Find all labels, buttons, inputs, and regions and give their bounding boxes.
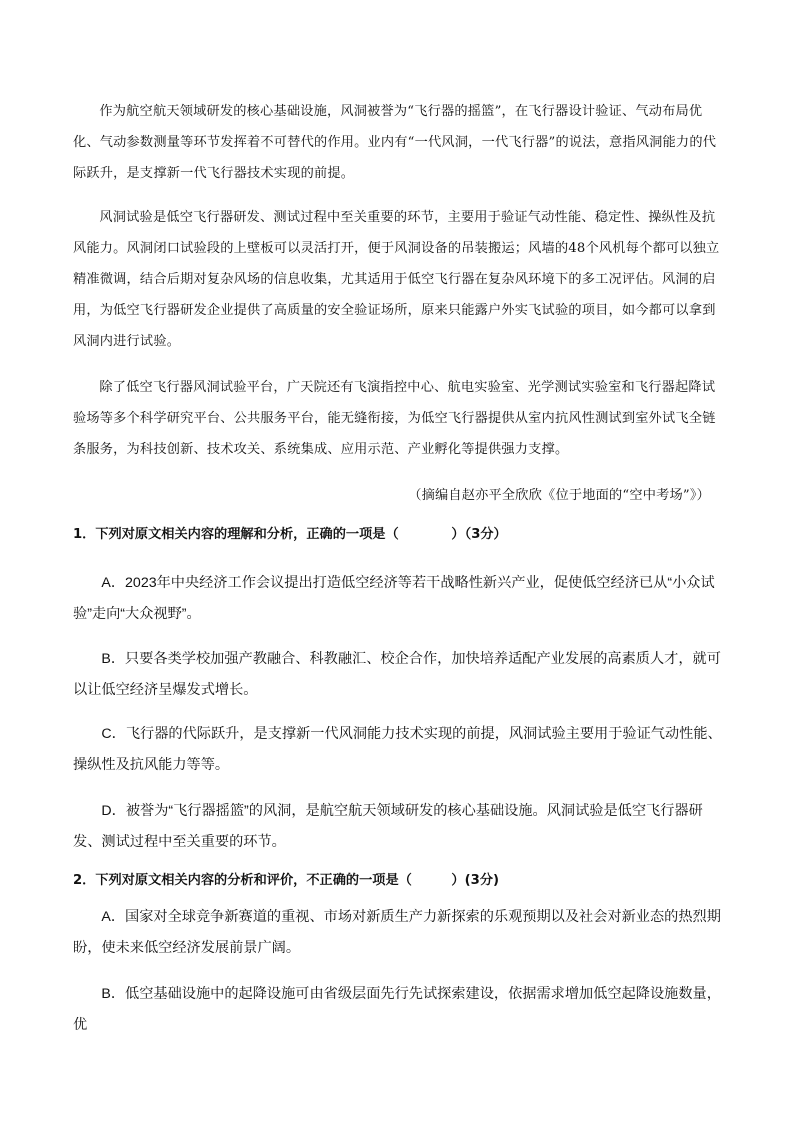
question-2-option-b: B．低空基础设施中的起降设施可由省级层面先行先试探索建设，依据需求增加低空起降设施数量，优 xyxy=(73,986,721,1033)
question-1-option-a: A．2023年中央经济工作会议提出打造低空经济等若干战略性新兴产业，促使低空经济已从“小众试验”走向“大众视野”。 xyxy=(73,575,715,622)
question-2-stem: 2．下列对原文相关内容的分析和评价，不正确的一项是（ ）(3分) xyxy=(73,873,500,888)
passage-paragraph-1: 作为航空航天领域研发的核心基础设施，风洞被誉为“飞行器的摇篮”，在飞行器设计验证、气动布局优化、气动参数测量等环节发挥着不可替代的作用。业内有“一代风洞，一代飞行器”的说法，意指风洞能力的代际跃升，是支撑新一代飞行器技术实现的前提。 xyxy=(73,104,717,181)
question-1-stem: 1．下列对原文相关内容的理解和分析，正确的一项是（ ）（3分） xyxy=(73,527,507,542)
question-1-option-b: B．只要各类学校加强产教融合、科教融汇、校企合作，加快培养适配产业发展的高素质人才，就可以让低空经济呈爆发式增长。 xyxy=(73,651,721,698)
passage-source: （摘编自赵亦平全欣欣《位于地面的“空中考场”》） xyxy=(408,488,710,503)
passage-paragraph-2: 风洞试验是低空飞行器研发、测试过程中至关重要的环节，主要用于验证气动性能、稳定性、操纵性及抗风能力。风洞闭口试验段的上壁板可以灵活打开，便于风洞设备的吊装搬运；风墙的48个风机每个都可以独立精准微调，结合后期对复杂风场的信息收集，尤其适用于低空飞行器在复杂风环境下的多工况评估。风洞的启用，为低空飞行器研发企业提供了高质量的安全验证场所，原来只能露户外实飞试验的项目，如今都可以拿到风洞内进行试验。 xyxy=(73,210,720,349)
question-1-option-c: C．飞行器的代际跃升，是支撑新一代风洞能力技术实现的前提，风洞试验主要用于验证气动性能、操纵性及抗风能力等等。 xyxy=(73,726,722,773)
question-2-option-a: A．国家对全球竞争新赛道的重视、市场对新质生产力新探索的乐观预期以及社会对新业态的热烈期盼，使未来低空经济发展前景广阔。 xyxy=(73,909,721,956)
question-1-option-d: D．被誉为“飞行器摇篮”的风洞，是航空航天领域研发的核心基础设施。风洞试验是低空飞行器研发、测试过程中至关重要的环节。 xyxy=(73,803,703,850)
passage-paragraph-3: 除了低空飞行器风洞试验平台，广天院还有飞演指控中心、航电实验室、光学测试实验室和飞行器起降试验场等多个科学研究平台、公共服务平台，能无缝衔接，为低空飞行器提供从室内抗风性测试到室外试飞全链条服务，为科技创新、技术攻关、系统集成、应用示范、产业孵化等提供强力支撑。 xyxy=(73,380,716,457)
